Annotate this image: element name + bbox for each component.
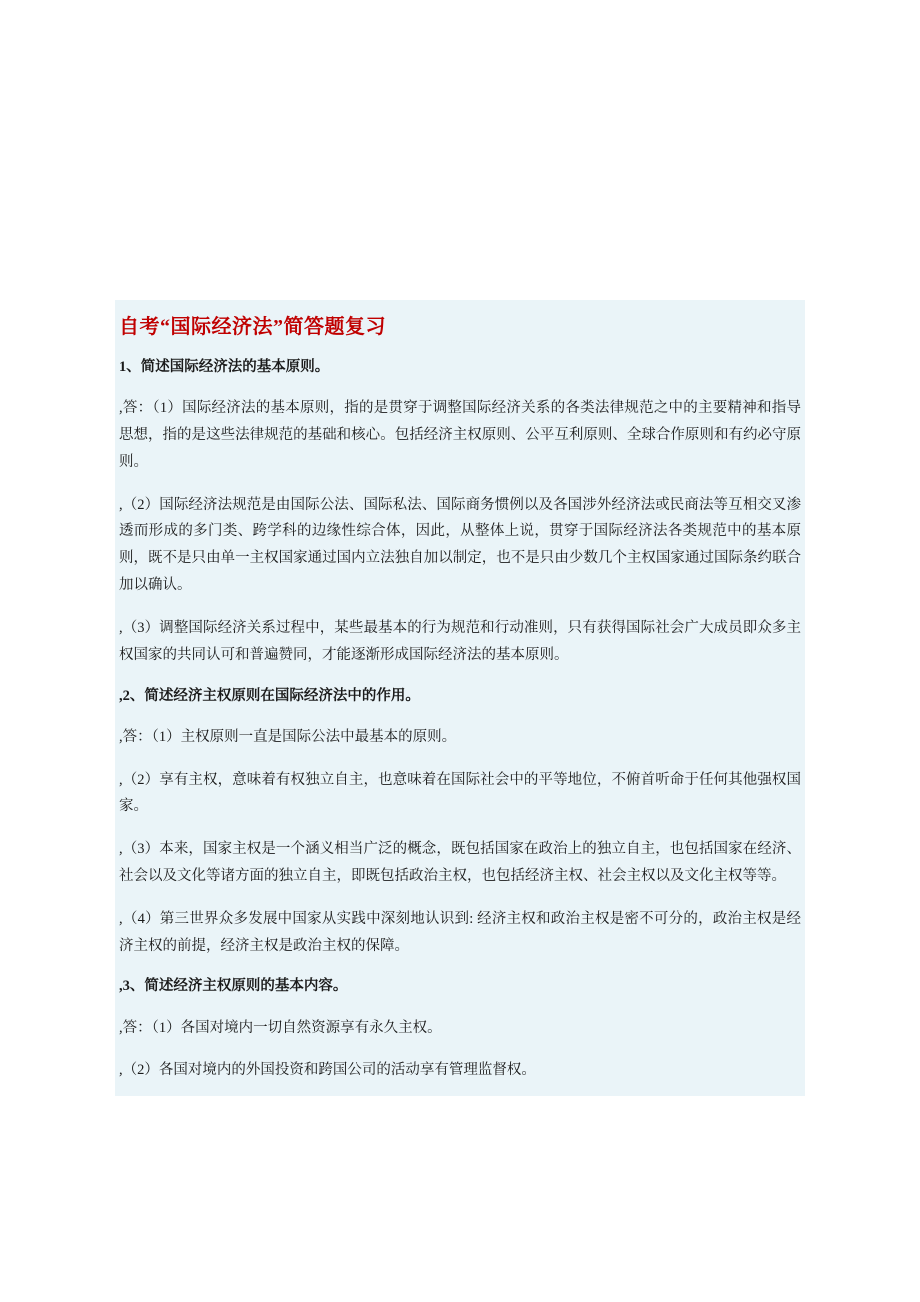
page-title: 自考“国际经济法”简答题复习 bbox=[119, 316, 386, 338]
answer-paragraph-3-1: ,答：（1）各国对境内一切自然资源享有永久主权。 bbox=[119, 1019, 442, 1036]
answer-paragraph-1-3: ,（3）调整国际经济关系过程中，某些最基本的行为规范和行动准则，只有获得国际社会广大成员即众多主权国家的共同认可和普遍赞同，才能逐渐形成国际经济法的基本原则。 bbox=[119, 619, 801, 663]
answer-paragraph-3-2: ,（2）各国对境内的外国投资和跨国公司的活动享有管理监督权。 bbox=[119, 1062, 536, 1079]
question-heading-2: ,2、简述经济主权原则在国际经济法中的作用。 bbox=[119, 687, 420, 704]
question-heading-1: 1、简述国际经济法的基本原则。 bbox=[119, 359, 330, 375]
answer-paragraph-1-1: ,答：（1）国际经济法的基本原则，指的是贯穿于调整国际经济关系的各类法律规范之中的主要精神和指导思想，指的是这些法律规范的基础和核心。包括经济主权原则、公平互利原则、全球合作原则和有约必守原则。 bbox=[119, 400, 801, 470]
answer-paragraph-2-3: ,（3）本来，国家主权是一个涵义相当广泛的概念，既包括国家在政治上的独立自主，也包括国家在经济、社会以及文化等诸方面的独立自主，即既包括政治主权，也包括经济主权、社会主权以及文化主权等等。 bbox=[119, 841, 801, 884]
document-content bbox=[115, 300, 805, 1096]
answer-paragraph-1-2: ,（2）国际经济法规范是由国际公法、国际私法、国际商务惯例以及各国涉外经济法或民商法等互相交叉渗透而形成的多门类、跨学科的边缘性综合体，因此，从整体上说，贯穿于国际经济法各类规范中的基本原则，既不是只由单一主权国家通过国内立法独自加以制定，也不是只由少数几个主权国家通过国际条约联合加以确认。 bbox=[119, 496, 801, 594]
question-heading-3: ,3、简述经济主权原则的基本内容。 bbox=[119, 978, 348, 995]
answer-paragraph-2-4: ,（4）第三世界众多发展中国家从实践中深刻地认识到: 经济主权和政治主权是密不可分的，政治主权是经济主权的前提，经济主权是政治主权的保障。 bbox=[119, 910, 801, 954]
answer-paragraph-2-2: ,（2）享有主权，意味着有权独立自主，也意味着在国际社会中的平等地位，不俯首听命于任何其他强权国家。 bbox=[119, 771, 801, 815]
answer-paragraph-2-1: ,答：（1）主权原则一直是国际公法中最基本的原则。 bbox=[119, 728, 457, 745]
